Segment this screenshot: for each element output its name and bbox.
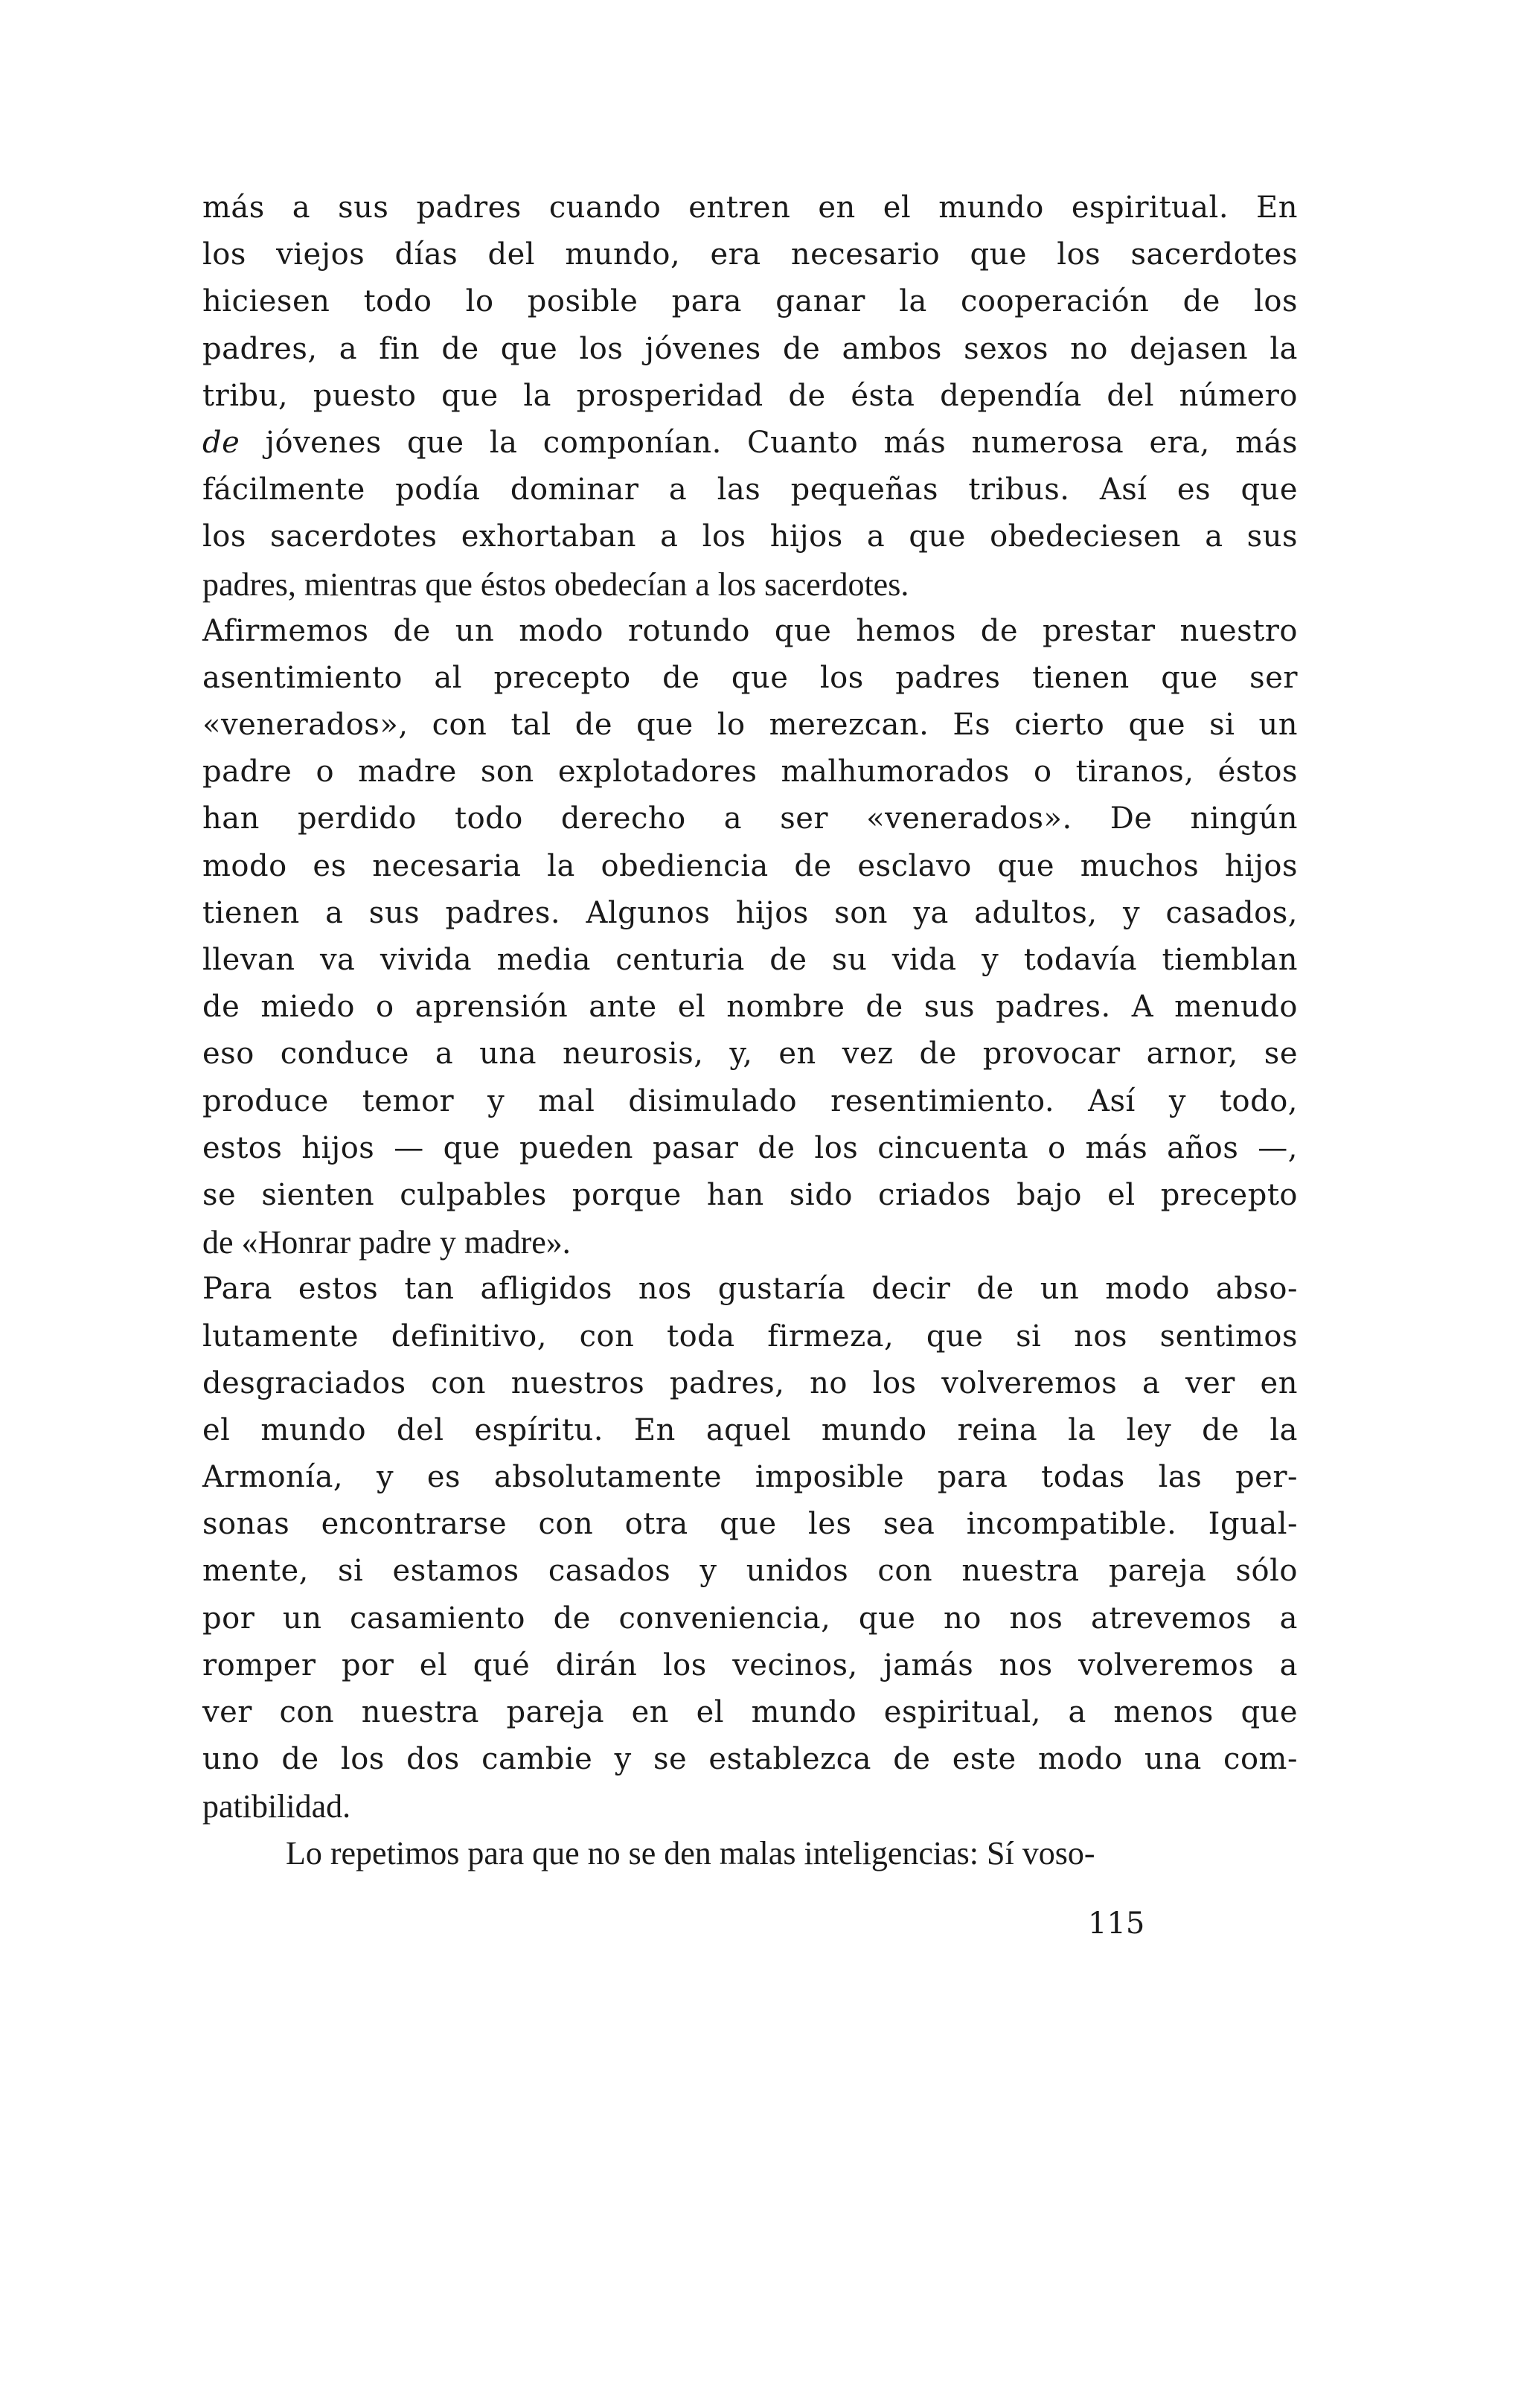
text-line-rest: jóvenes que la componían. Cuanto más numerosa era, más — [265, 425, 1298, 460]
text-line: mente, si estamos casados y unidos con nuestra pareja sólo — [202, 1554, 1298, 1589]
text-line: el mundo del espíritu. En aquel mundo reina la ley de la — [202, 1412, 1298, 1447]
text-line — [202, 420, 1298, 467]
text-line: han perdido todo derecho a ser «venerados». De ningún — [202, 801, 1298, 836]
text-line: tribu, puesto que la prosperidad de ésta dependía del número — [202, 378, 1298, 413]
text-line: uno de los dos cambie y se establezca de este modo una com- — [202, 1742, 1298, 1777]
text-line: tienen a sus padres. Algunos hijos son ya adultos, y casados, — [202, 895, 1298, 930]
text-line: eso conduce a una neurosis, y, en vez de provocar arnor, se — [202, 1037, 1298, 1072]
text-line: los sacerdotes exhortaban a los hijos a que obedeciesen a sus — [202, 519, 1298, 554]
italic-word: de — [202, 425, 240, 460]
text-line: lutamente definitivo, con toda firmeza, que si nos sentimos — [202, 1319, 1298, 1354]
text-line: modo es necesaria la obediencia de esclavo que muchos hijos — [202, 848, 1298, 883]
page-number: 115 — [1088, 1906, 1145, 1941]
text-line: de «Honrar padre y madre». — [202, 1224, 571, 1261]
text-line: por un casamiento de conveniencia, que no nos atrevemos a — [202, 1601, 1298, 1636]
text-line: desgraciados con nuestros padres, no los volveremos a ver en — [202, 1365, 1298, 1400]
text-line: los viejos días del mundo, era necesario que los sacerdotes — [202, 237, 1298, 272]
text-line: padres, a fin de que los jóvenes de ambos sexos no dejasen la — [202, 331, 1298, 366]
text-line: romper por el qué dirán los vecinos, jamás nos volveremos a — [202, 1648, 1298, 1682]
text-line: hiciesen todo lo posible para ganar la cooperación de los — [202, 284, 1298, 319]
text-line: Para estos tan afligidos nos gustaría decir de un modo abso- — [202, 1272, 1298, 1307]
text-line: produce temor y mal disimulado resentimiento. Así y todo, — [202, 1083, 1298, 1118]
body-text — [202, 185, 1298, 1831]
closing-paragraph-line: Lo repetimos para que no se den malas inteligencias: Sí voso- — [286, 1835, 1095, 1871]
text-line: padre o madre son explotadores malhumorados o tiranos, éstos — [202, 755, 1298, 790]
text-line: ver con nuestra pareja en el mundo espiritual, a menos que — [202, 1695, 1298, 1729]
text-line: estos hijos — que pueden pasar de los cincuenta o más años —, — [202, 1130, 1298, 1165]
text-line: «venerados», con tal de que lo merezcan. Es cierto que si un — [202, 708, 1298, 743]
text-line: patibilidad. — [202, 1788, 351, 1825]
text-line: se sienten culpables porque han sido criados bajo el precepto — [202, 1177, 1298, 1212]
text-line: sonas encontrarse con otra que les sea incompatible. Igual- — [202, 1507, 1298, 1542]
text-line: asentimiento al precepto de que los padres tienen que ser — [202, 660, 1298, 695]
text-line: fácilmente podía dominar a las pequeñas tribus. Así es que — [202, 473, 1298, 507]
text-line: padres, mientras que éstos obedecían a los sacerdotes. — [202, 566, 909, 603]
text-line: Afirmemos de un modo rotundo que hemos de prestar nuestro — [202, 613, 1298, 648]
text-line: más a sus padres cuando entren en el mundo espiritual. En — [202, 190, 1298, 225]
text-line: de miedo o aprensión ante el nombre de sus padres. A menudo — [202, 990, 1298, 1025]
text-line: llevan va vivida media centuria de su vida y todavía tiemblan — [202, 943, 1298, 977]
text-line: Armonía, y es absolutamente imposible para todas las per- — [202, 1460, 1298, 1495]
